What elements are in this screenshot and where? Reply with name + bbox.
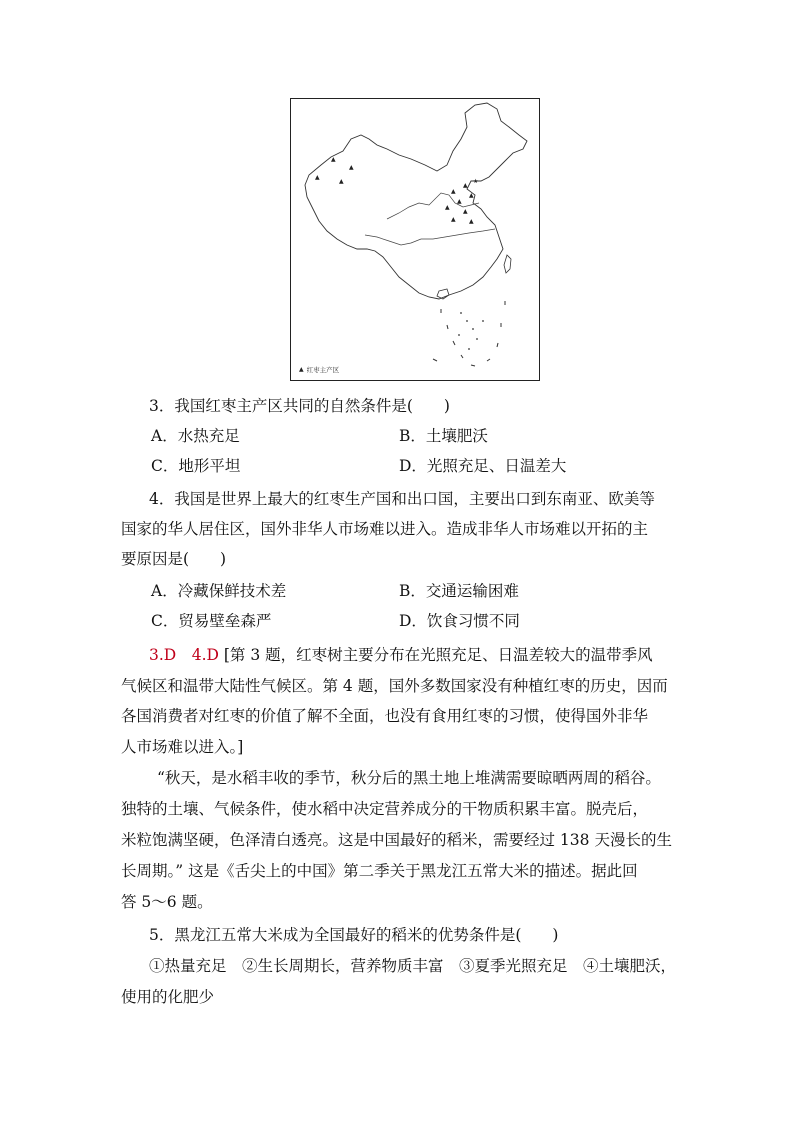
taiwan-island bbox=[504, 255, 511, 273]
answer-line1 bbox=[149, 645, 653, 665]
red-date-production-symbols bbox=[315, 156, 478, 225]
q3-option-d: D．光照充足、日温差大 bbox=[399, 457, 567, 475]
south-china-sea-islands bbox=[458, 312, 484, 350]
svg-text:▲: ▲ bbox=[451, 216, 456, 223]
q4-option-c: C．贸易壁垒森严 bbox=[151, 612, 272, 630]
q5-options-line2: 使用的化肥少 bbox=[121, 988, 215, 1006]
q3-option-b: B．土壤肥沃 bbox=[399, 427, 488, 445]
passage-line5: 答 5～6 题。 bbox=[121, 893, 213, 911]
q3-stem: 3．我国红枣主产区共同的自然条件是( ) bbox=[149, 397, 450, 415]
q3-option-c: C．地形平坦 bbox=[151, 457, 241, 475]
q4-option-b: B．交通运输困难 bbox=[399, 582, 519, 600]
china-map-figure bbox=[290, 98, 540, 381]
q4-stem-line1: 4．我国是世界上最大的红枣生产国和出口国，主要出口到东南亚、欧美等 bbox=[149, 490, 655, 508]
legend-label: 红枣主产区 bbox=[306, 366, 340, 374]
passage-line2: 独特的土壤、气候条件，使水稻中决定营养成分的干物质积累丰富。脱壳后， bbox=[121, 800, 649, 818]
answer-line4: 人市场难以进入。] bbox=[121, 738, 244, 756]
svg-text:▲: ▲ bbox=[469, 192, 474, 199]
q5-options-line1: ①热量充足 ②生长周期长，营养物质丰富 ③夏季光照充足 ④土壤肥沃， bbox=[149, 957, 677, 975]
yellow-river bbox=[387, 193, 479, 219]
answer-line3: 各国消费者对红枣的价值了解不全面，也没有食用红枣的习惯，使得国外非华 bbox=[121, 707, 649, 725]
q5-stem: 5．黑龙江五常大米成为全国最好的稻米的优势条件是( ) bbox=[149, 926, 559, 944]
q4-option-a: A．冷藏保鲜技术差 bbox=[151, 582, 287, 600]
svg-text:▲: ▲ bbox=[469, 218, 474, 225]
svg-text:▲: ▲ bbox=[315, 174, 320, 181]
answer-key: 3.D 4.D bbox=[149, 646, 219, 664]
svg-text:★: ★ bbox=[473, 178, 479, 185]
legend-symbol: ▲ bbox=[299, 366, 304, 373]
passage-line4: 长周期。” 这是《舌尖上的中国》第二季关于黑龙江五常大米的描述。据此回 bbox=[121, 862, 638, 880]
answer-explanation-start: [第 3 题，红枣树主要分布在光照充足、日温差较大的温带季风 bbox=[223, 646, 653, 664]
q3-option-a: A．水热充足 bbox=[151, 427, 240, 445]
china-map bbox=[291, 99, 539, 380]
svg-text:▲: ▲ bbox=[331, 156, 336, 163]
yangtze-river bbox=[365, 229, 495, 245]
map-legend bbox=[299, 365, 339, 374]
south-china-sea-boundary bbox=[433, 301, 505, 366]
china-outline bbox=[305, 103, 527, 299]
svg-text:▲: ▲ bbox=[463, 182, 468, 189]
passage-line3: 米粒饱满坚硬，色泽清白透亮。这是中国最好的稻米，需要经过 138 天漫长的生 bbox=[121, 831, 672, 849]
svg-text:▲: ▲ bbox=[349, 164, 354, 171]
svg-text:▲: ▲ bbox=[463, 208, 468, 215]
q4-stem-line2: 国家的华人居住区，国外非华人市场难以进入。造成非华人市场难以开拓的主 bbox=[121, 520, 649, 538]
q4-option-d: D．饮食习惯不同 bbox=[399, 612, 520, 630]
q4-stem-line3: 要原因是( ) bbox=[121, 550, 227, 568]
answer-line2: 气候区和温带大陆性气候区。第 4 题，国外多数国家没有种植红枣的历史，因而 bbox=[121, 677, 668, 695]
svg-text:▲: ▲ bbox=[451, 188, 456, 195]
svg-text:▲: ▲ bbox=[339, 178, 344, 185]
passage-line1: “秋天，是水稻丰收的季节，秋分后的黑土地上堆满需要晾晒两周的稻谷。 bbox=[157, 769, 661, 787]
svg-text:▲: ▲ bbox=[457, 198, 462, 205]
svg-text:▲: ▲ bbox=[445, 204, 450, 211]
